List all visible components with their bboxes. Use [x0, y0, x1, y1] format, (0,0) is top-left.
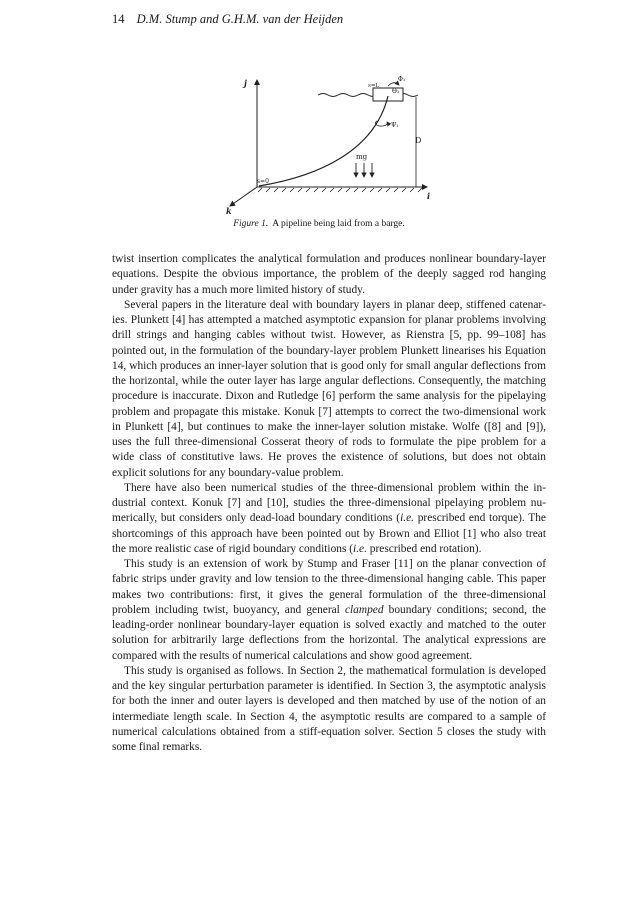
page-number: 14 [112, 12, 125, 26]
text-run: prescribed end torque). The shortcomings of this approach have been pointed out by Brown and Elliot [1] who also treat the more realistic case of rigid boundary conditions ( [112, 512, 546, 555]
k-axis [230, 187, 257, 206]
barge-rotation-icon [388, 83, 399, 86]
paragraph [112, 481, 546, 557]
paragraph [112, 664, 546, 756]
label-psi: Ψ₁ [391, 122, 399, 129]
text-run: twist insertion complicates the analytical formulation and produces nonlinear boundary-layer equations. Despite the obvious importance, the problem of the deeply sagged rod hanging under gravity has a much more limited history of study. [112, 253, 546, 296]
paragraph [112, 298, 546, 481]
pipeline-figure [180, 66, 470, 226]
label-s0: s=0 [257, 178, 269, 185]
text-run: boundary conditions; second, the leading-order nonlinear boundary-layer equation is solved exactly and matched to the outer solution for arbitrarily large deflections from the horizontal. The analytical expressions are compared with the results of numerical calculations and show good agreement. [112, 603, 546, 662]
italic-text: i.e. [400, 512, 415, 525]
label-D: D [415, 136, 422, 145]
pipeline-curve [259, 96, 388, 186]
text-run: Several papers in the literature deal with boundary layers in planar deep, stiffened catenaries. Plunkett [4] has attempted a matched asymptotic expansion for planar problems involving drill strings and hanging cables without twist. However, as Rienstra [5, pp. 99–108] has pointed out, in the formulation of the boundary-layer problem Plunkett linearises his Equation 14, which produces an inner-layer solution that is good only for small angular deflections from the horizontal, while the outer layer has large angular deflections. Consequently, the matching procedure is inaccurate. Dixon and Rutledge [6] perform the same analysis for the pipelaying problem and propagate this mistake. Konuk [7] attempts to correct the two-dimensional work in Plunkett [4], but continues to make the inner-layer solution mistake. Wolfe ([8] and [9]), uses the full three-dimensional Cosserat theory of rods to formulate the pipe problem for a wide class of constitutive laws. He proves the existence of solutions, but does not obtain explicit solutions for any boundary-value problem. [112, 298, 546, 479]
italic-text: clamped [344, 603, 384, 616]
text-run: prescribed end rotation). [366, 542, 482, 555]
running-header-authors: D.M. Stump and G.H.M. van der Heijden [136, 12, 344, 26]
text-run: There have also been numerical studies of the three-dimensional problem within the industrial context. Konuk [7] and [10], studies the three-dimensional pipelaying problem numerically, but considers only dead-load boundary conditions ( [112, 481, 546, 525]
label-j: j [244, 78, 247, 88]
caption-label: Figure 1. [233, 219, 269, 229]
caption-text: A pipeline being laid from a barge. [272, 219, 405, 229]
paragraph [112, 557, 546, 664]
label-theta: Θ₁ [392, 88, 400, 95]
figure-caption [0, 219, 638, 229]
body-text [112, 252, 546, 755]
label-sL: s=L [368, 83, 380, 89]
label-phi: Φ₁ [398, 76, 406, 83]
seabed-hatching [258, 188, 422, 192]
label-mg: mg [356, 153, 368, 161]
text-run: This study is an extension of work by Stump and Fraser [11] on the planar convection of fabric strips under gravity and low tension to the three-dimensional hanging cable. This paper makes two contributions: first, it gives the general formulation of the three-dimensional problem including twist, buoyancy, and general [112, 558, 546, 616]
text-run: This study is organised as follows. In Section 2, the mathematical formulation is developed and the key singular perturbation parameter is identified. In Section 3, the asymptotic analysis for both the inner and outer layers is developed and then matched by use of the notion of an intermediate length scale. In Section 4, the asymptotic results are compared to a sample of numerical calculations obtained from a stiff-equation solver. Section 5 closes the study with some final remarks. [112, 664, 546, 753]
gravity-arrows [356, 163, 372, 177]
label-k: k [226, 206, 232, 216]
italic-text: i.e. [353, 542, 367, 555]
running-header [112, 12, 343, 27]
paragraph [112, 252, 546, 298]
label-i: i [427, 191, 431, 201]
